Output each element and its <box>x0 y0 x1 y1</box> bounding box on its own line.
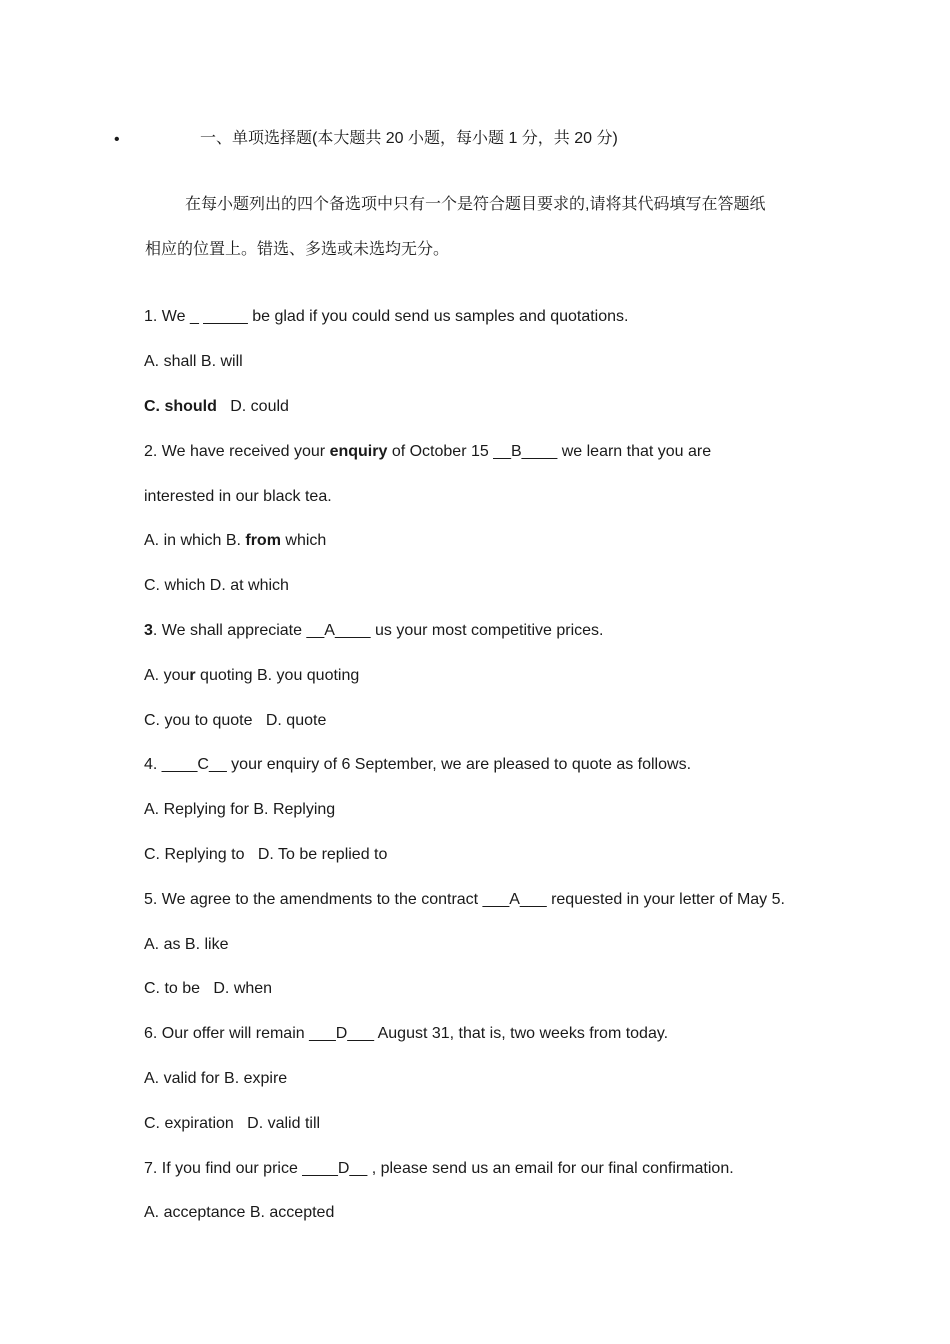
instruction-line-1: 在每小题列出的四个备选项中只有一个是符合题目要求的,请将其代码填写在答题纸 <box>185 196 766 213</box>
question-2-stem-post: of October 15 __B____ we learn that you are <box>387 443 712 460</box>
instruction-line-2: 相应的位置上。错选、多选或未选均无分。 <box>145 241 450 258</box>
question-2-options-cd: C. which D. at which <box>144 577 289 594</box>
question-6-options-ab: A. valid for B. expire <box>144 1070 288 1087</box>
question-3-options-ab-pre: A. you <box>144 667 190 684</box>
question-6-options-cd: C. expiration D. valid till <box>144 1115 321 1132</box>
question-4-options-ab: A. Replying for B. Replying <box>144 801 336 818</box>
question-7-stem: 7. If you find our price ____D__ , please send us an email for our final confirmation. <box>144 1160 734 1177</box>
question-2-options-ab <box>144 531 326 551</box>
list-bullet: • <box>114 131 120 148</box>
question-1-options-cd <box>144 397 289 417</box>
question-4-options-cd: C. Replying to D. To be replied to <box>144 846 388 863</box>
question-3-options-ab-bold: r <box>189 667 196 684</box>
question-3-options-ab <box>144 666 359 686</box>
question-2-stem <box>144 442 711 462</box>
question-2-stem-line2: interested in our black tea. <box>144 488 332 505</box>
question-6-stem: 6. Our offer will remain ___D___ August 31, that is, two weeks from today. <box>144 1025 669 1042</box>
section-heading: 一、单项选择题(本大题共 20 小题，每小题 1 分，共 20 分) <box>200 130 618 147</box>
question-1-stem: 1. We _ _____ be glad if you could send us samples and quotations. <box>144 308 629 325</box>
question-2-stem-pre: 2. We have received your <box>144 443 330 460</box>
question-2-options-ab-pre: A. in which B. <box>144 532 246 549</box>
question-2-options-ab-bold: from <box>245 532 281 549</box>
question-3-stem <box>144 621 604 641</box>
question-5-options-cd: C. to be D. when <box>144 980 273 997</box>
question-1-option-d: D. could <box>230 398 289 415</box>
question-5-stem: 5. We agree to the amendments to the contract ___A___ requested in your letter of May 5. <box>144 891 785 908</box>
question-3-stem-text: . We shall appreciate __A____ us your most competitive prices. <box>152 622 604 639</box>
question-3-options-cd: C. you to quote D. quote <box>144 712 327 729</box>
question-1-options-ab: A. shall B. will <box>144 353 243 370</box>
question-7-options-ab: A. acceptance B. accepted <box>144 1204 335 1221</box>
question-3-options-ab-post: quoting B. you quoting <box>195 667 360 684</box>
question-5-options-ab: A. as B. like <box>144 936 229 953</box>
question-2-stem-bold: enquiry <box>329 443 388 460</box>
question-3-number: 3 <box>144 622 153 639</box>
question-1-option-c: C. should <box>144 398 217 415</box>
question-4-stem: 4. ____C__ your enquiry of 6 September, we are pleased to quote as follows. <box>144 756 692 773</box>
question-2-options-ab-post: which <box>280 532 327 549</box>
